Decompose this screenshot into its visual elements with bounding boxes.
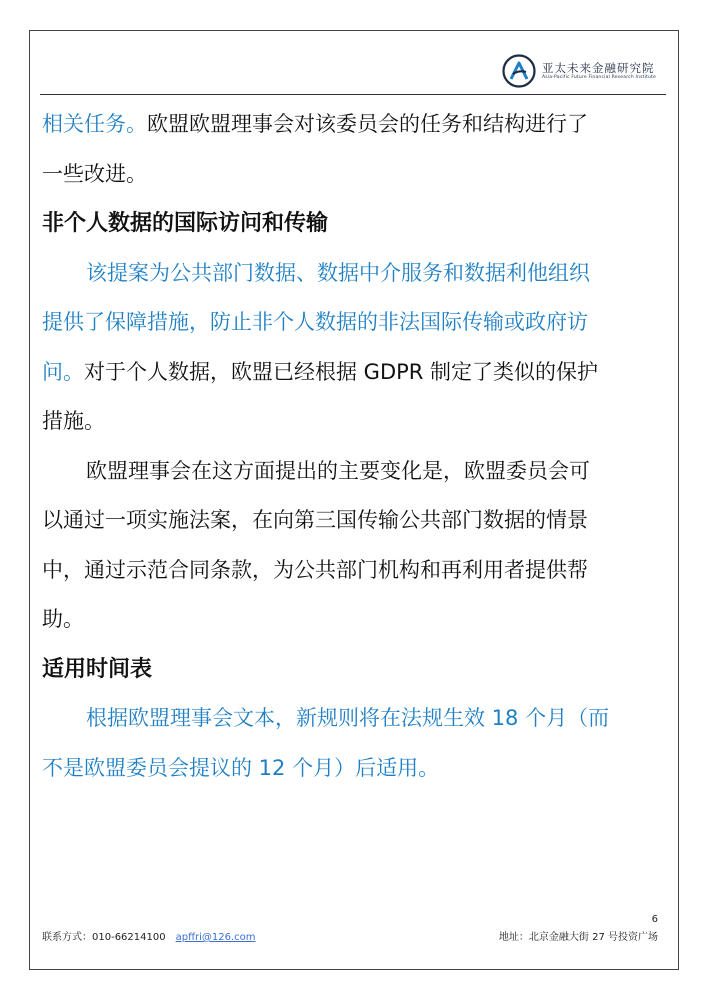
paragraph-line: 该提案为公共部门数据、数据中介服务和数据利他组织 xyxy=(86,260,590,285)
paragraph-line: 一些改进。 xyxy=(42,161,147,186)
logo-chinese-name: 亚太未来金融研究院 xyxy=(541,61,655,75)
paragraph-line: 欧盟理事会在这方面提出的主要变化是，欧盟委员会可 xyxy=(86,458,590,483)
paragraph-line xyxy=(42,100,668,150)
paragraph-line: 提供了保障措施，防止非个人数据的非法国际传输或政府访 xyxy=(42,310,588,334)
paragraph-line: 根据欧盟理事会文本，新规则将在法规生效 18 个月（而 xyxy=(86,706,610,730)
paragraph-line: 中，通过示范合同条款，为公共部门机构和再利用者提供帮 xyxy=(42,557,588,582)
paragraph-line: 措施。 xyxy=(42,409,105,433)
body-text: 对于个人数据，欧盟已经根据 GDPR 制定了类似的保护 xyxy=(84,359,599,384)
section-heading-data-transfer: 非个人数据的国际访问和传输 xyxy=(42,211,329,236)
contact-phone: 联系方式：010-66214100 xyxy=(42,932,166,943)
footer-address: 地址：北京金融大街 27 号投资广场 xyxy=(498,932,658,943)
logo-english-name: Asia-Pacific Future Financial Research Institute xyxy=(541,75,656,80)
highlighted-text: 相关任务。 xyxy=(42,112,147,136)
paragraph-line: 助。 xyxy=(42,607,84,631)
section-heading-timeline: 适用时间表 xyxy=(42,656,153,682)
footer-contact xyxy=(42,928,255,943)
paragraph-line: 不是欧盟委员会提议的 12 个月）后适用。 xyxy=(42,755,440,780)
paragraph-line: 以通过一项实施法案，在向第三国传输公共部门数据的情景 xyxy=(42,508,588,532)
body-text: 欧盟欧盟理事会对该委员会的任务和结构进行了 xyxy=(147,112,588,136)
institute-logo xyxy=(502,54,656,88)
highlighted-text: 问。 xyxy=(42,359,84,384)
document-body xyxy=(42,100,668,793)
page-number: 6 xyxy=(651,914,658,925)
institute-logo-icon xyxy=(502,54,536,88)
page-header xyxy=(40,48,666,95)
paragraph-line xyxy=(42,348,668,398)
contact-email-link[interactable]: apffri@126.com xyxy=(175,932,256,943)
